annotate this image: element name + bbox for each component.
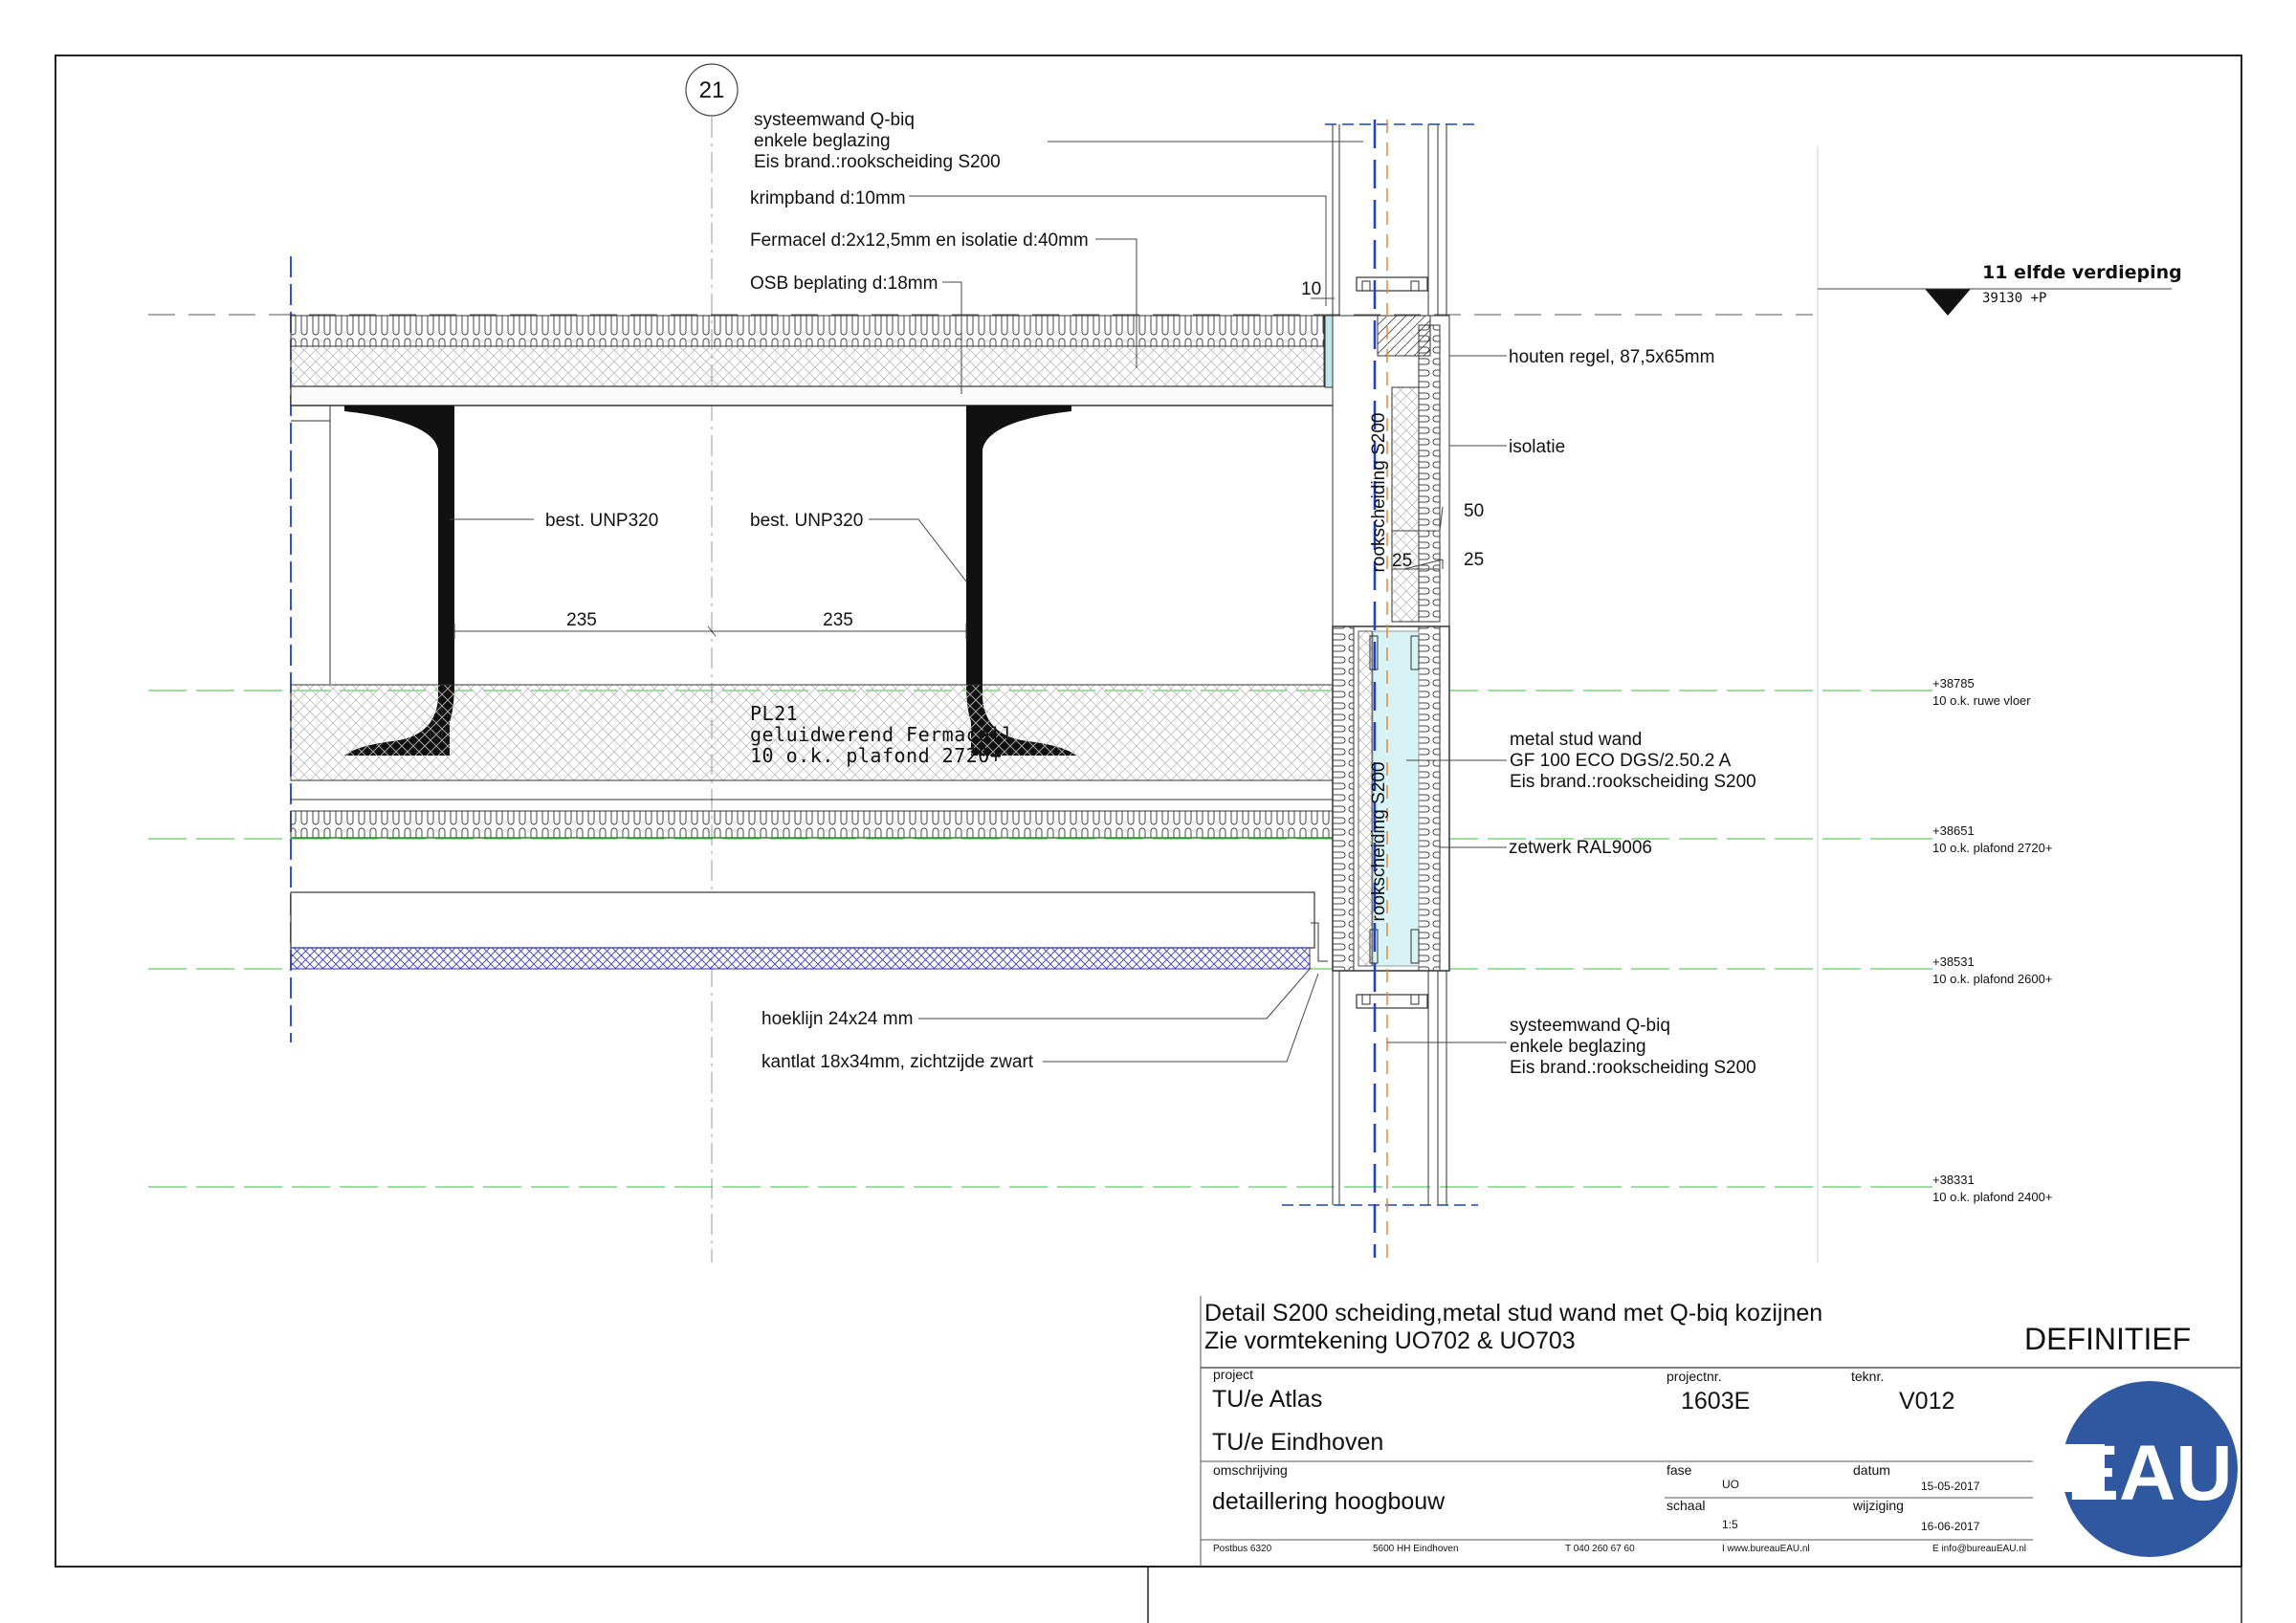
- wall-insulation-strip: [1419, 325, 1440, 622]
- schaal-label: schaal: [1667, 1498, 1706, 1513]
- teknr-value: V012: [1899, 1388, 1955, 1415]
- datum-label: datum: [1853, 1462, 1890, 1478]
- label-systeemwand-bottom-2: enkele beglazing: [1510, 1037, 1646, 1057]
- schaal-value: 1:5: [1722, 1518, 1738, 1531]
- axis-marker-21: 21: [698, 77, 725, 103]
- projectnr-value: 1603E: [1681, 1388, 1751, 1415]
- floor-buildup: [291, 316, 1339, 406]
- metal-stud-insulation-left: [1333, 626, 1354, 971]
- label-pl21-3: 10 o.k. plafond 2720+: [750, 744, 1003, 767]
- label-unp-right: best. UNP320: [750, 511, 864, 531]
- dim-235-right: 235: [823, 610, 853, 630]
- label-pl21-2: geluidwerend Fermacell: [750, 723, 1014, 746]
- ceiling-insulation-layer: [291, 811, 1334, 838]
- label-osb: OSB beplating d:18mm: [750, 274, 938, 294]
- label-metal-stud-2: GF 100 ECO DGS/2.50.2 A: [1510, 751, 1732, 771]
- label-hoeklijn: hoeklijn 24x24 mm: [762, 1009, 914, 1029]
- suspended-ceiling-panel: [291, 892, 1314, 948]
- project-label: project: [1213, 1367, 1254, 1382]
- projectnr-label: projectnr.: [1667, 1369, 1722, 1384]
- wijziging-label: wijziging: [1853, 1498, 1904, 1513]
- label-dim-25-left: 25: [1392, 551, 1413, 571]
- ceiling-finish-layer: [291, 948, 1310, 969]
- wijziging-value: 16-06-2017: [1921, 1520, 1980, 1533]
- level-38651-desc: 10 o.k. plafond 2720+: [1932, 841, 2053, 855]
- floor-insulation-layer: [291, 316, 1324, 346]
- label-kantlat: kantlat 18x34mm, zichtzijde zwart: [762, 1052, 1034, 1072]
- fase-label: fase: [1667, 1462, 1692, 1478]
- title-line-1: Detail S200 scheiding,metal stud wand met Q-biq kozijnen: [1204, 1300, 1823, 1327]
- footer-mail: E info@bureauEAU.nl: [1932, 1544, 2026, 1554]
- label-systeemwand-top-2: enkele beglazing: [754, 131, 891, 151]
- label-fermacel: Fermacel d:2x12,5mm en isolatie d:40mm: [750, 230, 1089, 251]
- label-dim-50: 50: [1464, 501, 1485, 521]
- label-zetwerk: zetwerk RAL9006: [1509, 838, 1652, 858]
- dim-235-left: 235: [566, 610, 597, 630]
- label-isolatie: isolatie: [1509, 437, 1566, 457]
- level-38331-value: +38331: [1932, 1173, 1975, 1187]
- footer-web: I www.bureauEAU.nl: [1722, 1544, 1810, 1554]
- project-value: TU/e Atlas: [1212, 1386, 1323, 1413]
- label-pl21-1: PL21: [750, 702, 799, 725]
- level-38331-desc: 10 o.k. plafond 2400+: [1932, 1190, 2053, 1204]
- osb-layer: [291, 386, 1334, 406]
- status-definitief: DEFINITIEF: [2024, 1322, 2192, 1356]
- label-systeemwand-top-3: Eis brand.:rookscheiding S200: [754, 152, 1001, 172]
- label-krimpband: krimpband d:10mm: [750, 188, 906, 208]
- label-dim-25-right: 25: [1464, 550, 1485, 570]
- level-name: 11 elfde verdieping: [1982, 262, 2182, 283]
- level-38531-desc: 10 o.k. plafond 2600+: [1932, 972, 2053, 986]
- level-38651-value: +38651: [1932, 823, 1975, 838]
- level-38531-value: +38531: [1932, 954, 1975, 969]
- label-dim-10: 10: [1301, 279, 1322, 299]
- level-ticks: [1904, 691, 1932, 1187]
- rookscheiding-lower: rookscheiding S200: [1369, 761, 1389, 922]
- fermacel-layer: [291, 346, 1324, 386]
- footer-city: 5600 HH Eindhoven: [1373, 1544, 1459, 1554]
- eau-logo-text: EAU: [2066, 1430, 2233, 1517]
- metal-stud-insulation-right: [1419, 626, 1440, 971]
- client-value: TU/e Eindhoven: [1212, 1429, 1384, 1456]
- title-line-2: Zie vormtekening UO702 & UO703: [1204, 1327, 1576, 1354]
- footer-phone: T 040 260 67 60: [1565, 1544, 1635, 1554]
- label-systeemwand-top-1: systeemwand Q-biq: [754, 110, 915, 130]
- label-systeemwand-bottom-1: systeemwand Q-biq: [1510, 1016, 1670, 1036]
- fase-value: UO: [1722, 1478, 1739, 1491]
- teknr-label: teknr.: [1851, 1369, 1885, 1384]
- label-systeemwand-bottom-3: Eis brand.:rookscheiding S200: [1510, 1058, 1756, 1078]
- level-value: 39130 +P: [1982, 291, 2047, 306]
- wall-isolatie: [1392, 387, 1419, 622]
- label-houten-regel: houten regel, 87,5x65mm: [1509, 347, 1715, 367]
- level-triangle-icon: [1925, 289, 1971, 316]
- label-metal-stud-1: metal stud wand: [1510, 730, 1643, 750]
- label-unp-left: best. UNP320: [545, 511, 659, 531]
- omschrijving-label: omschrijving: [1213, 1462, 1288, 1478]
- label-metal-stud-3: Eis brand.:rookscheiding S200: [1510, 772, 1756, 792]
- rookscheiding-upper: rookscheiding S200: [1369, 412, 1389, 573]
- level-38785-desc: 10 o.k. ruwe vloer: [1932, 693, 2031, 708]
- beam-dimension: [454, 624, 966, 639]
- omschrijving-value: detaillering hoogbouw: [1212, 1488, 1446, 1515]
- footer-postbus: Postbus 6320: [1213, 1544, 1272, 1554]
- datum-value: 15-05-2017: [1921, 1480, 1980, 1493]
- level-38785-value: +38785: [1932, 676, 1975, 691]
